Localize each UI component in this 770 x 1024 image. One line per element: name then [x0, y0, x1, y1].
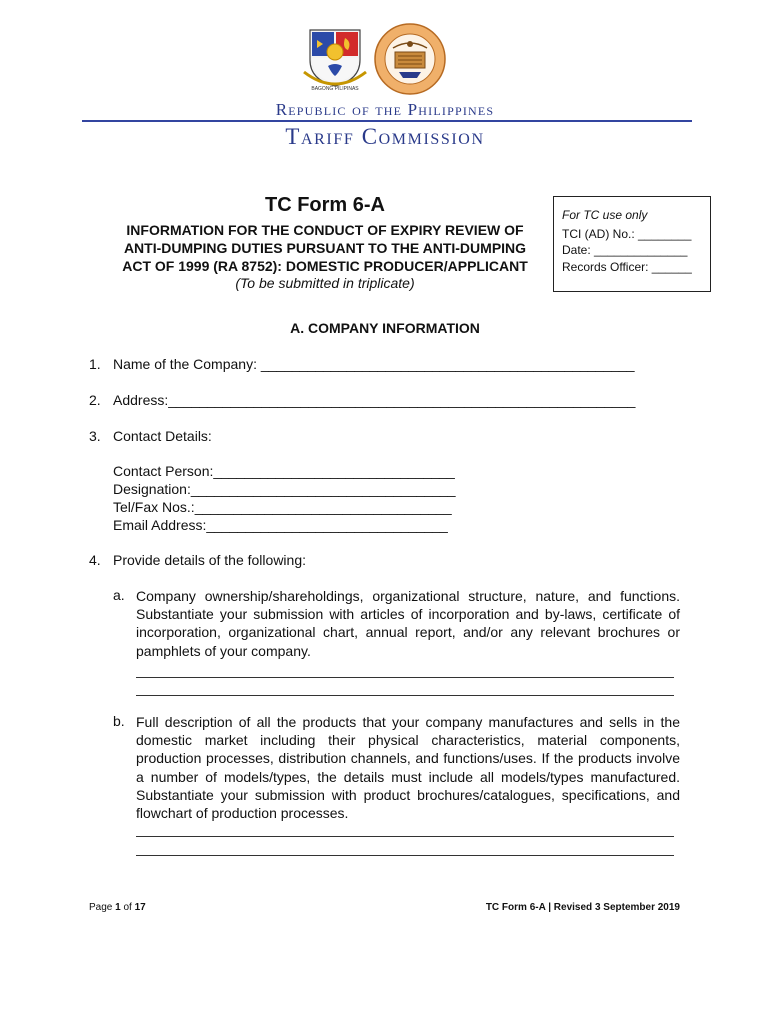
tel-fax-field[interactable]: Tel/Fax Nos.:_________________________________	[113, 499, 452, 515]
designation-field[interactable]: Designation:__________________________________	[113, 481, 456, 497]
item-1-number: 1.	[89, 356, 101, 372]
tariff-commission-seal	[373, 22, 447, 96]
item-3-number: 3.	[89, 428, 101, 444]
contact-details-label: Contact Details:	[113, 428, 212, 444]
form-revision-footer: TC Form 6-A | Revised 3 September 2019	[485, 902, 680, 913]
tc-box-tci-no[interactable]: TCI (AD) No.: ________	[562, 226, 692, 241]
item-4b-answer-line-2[interactable]	[136, 855, 674, 856]
tc-box-title: For TC use only	[562, 208, 648, 222]
header-republic-line: Republic of the Philippines	[275, 100, 495, 119]
form-title: TC Form 6-A	[265, 194, 385, 216]
item-4a-answer-line-1[interactable]	[136, 677, 674, 678]
tc-box-records-officer[interactable]: Records Officer: ______	[562, 259, 692, 274]
item-4a-answer-line-2[interactable]	[136, 695, 674, 696]
contact-person-field[interactable]: Contact Person:_______________________________	[113, 463, 455, 479]
item-4b-text: Full description of all the products that your company manufactures and sells in the domestic market including their physical characteristics, material components, production processes, distribution channels, and functions/uses. If the products involve a number of models/types, the details must include all models/types manufactured. Substantiate your submission with product brochures/catalogues, specifications, and flowchart of production processes.	[136, 714, 680, 822]
section-a-title: A. COMPANY INFORMATION	[290, 320, 480, 336]
form-subtitle-line3: ACT OF 1999 (RA 8752): DOMESTIC PRODUCER/APPLICANT	[122, 258, 528, 274]
item-4b-answer-line-1[interactable]	[136, 836, 674, 837]
form-subtitle-line2: ANTI-DUMPING DUTIES PURSUANT TO THE ANTI-DUMPING	[123, 240, 527, 256]
page-prefix: Page	[89, 902, 113, 913]
address-field[interactable]: Address:____________________________________________________________	[113, 392, 636, 408]
form-note: (To be submitted in triplicate)	[235, 275, 415, 291]
tc-box-date[interactable]: Date: ______________	[562, 243, 688, 257]
seal-left-text: BAGONG PILIPINAS	[311, 86, 359, 92]
item-4b-label: b.	[113, 713, 125, 729]
company-name-field[interactable]: Name of the Company: ________________________________________________	[113, 356, 635, 372]
item-4a-text: Company ownership/shareholdings, organizational structure, nature, and functions. Substantiate your submission with articles of incorporation and by-laws, certificate of incorporation, organizational chart, annual report, and/or any relevant brochures or pamphlets of your company.	[136, 588, 680, 659]
item-4-number: 4.	[89, 552, 101, 568]
form-subtitle-line1: INFORMATION FOR THE CONDUCT OF EXPIRY REVIEW OF	[126, 222, 524, 238]
item-4-label: Provide details of the following:	[113, 552, 306, 568]
form-subtitle	[100, 221, 550, 275]
header-divider	[82, 120, 692, 122]
header-commission-line: Tariff Commission	[285, 124, 485, 149]
tc-use-only-box	[553, 196, 711, 292]
page-total: 17	[134, 902, 146, 913]
item-2-number: 2.	[89, 392, 101, 408]
page-of: of	[123, 902, 132, 913]
page-number	[89, 902, 146, 913]
item-4a-label: a.	[113, 587, 125, 603]
email-address-field[interactable]: Email Address:_______________________________	[113, 517, 448, 533]
philippine-coat-of-arms-seal	[300, 22, 370, 92]
page-current: 1	[115, 902, 121, 913]
